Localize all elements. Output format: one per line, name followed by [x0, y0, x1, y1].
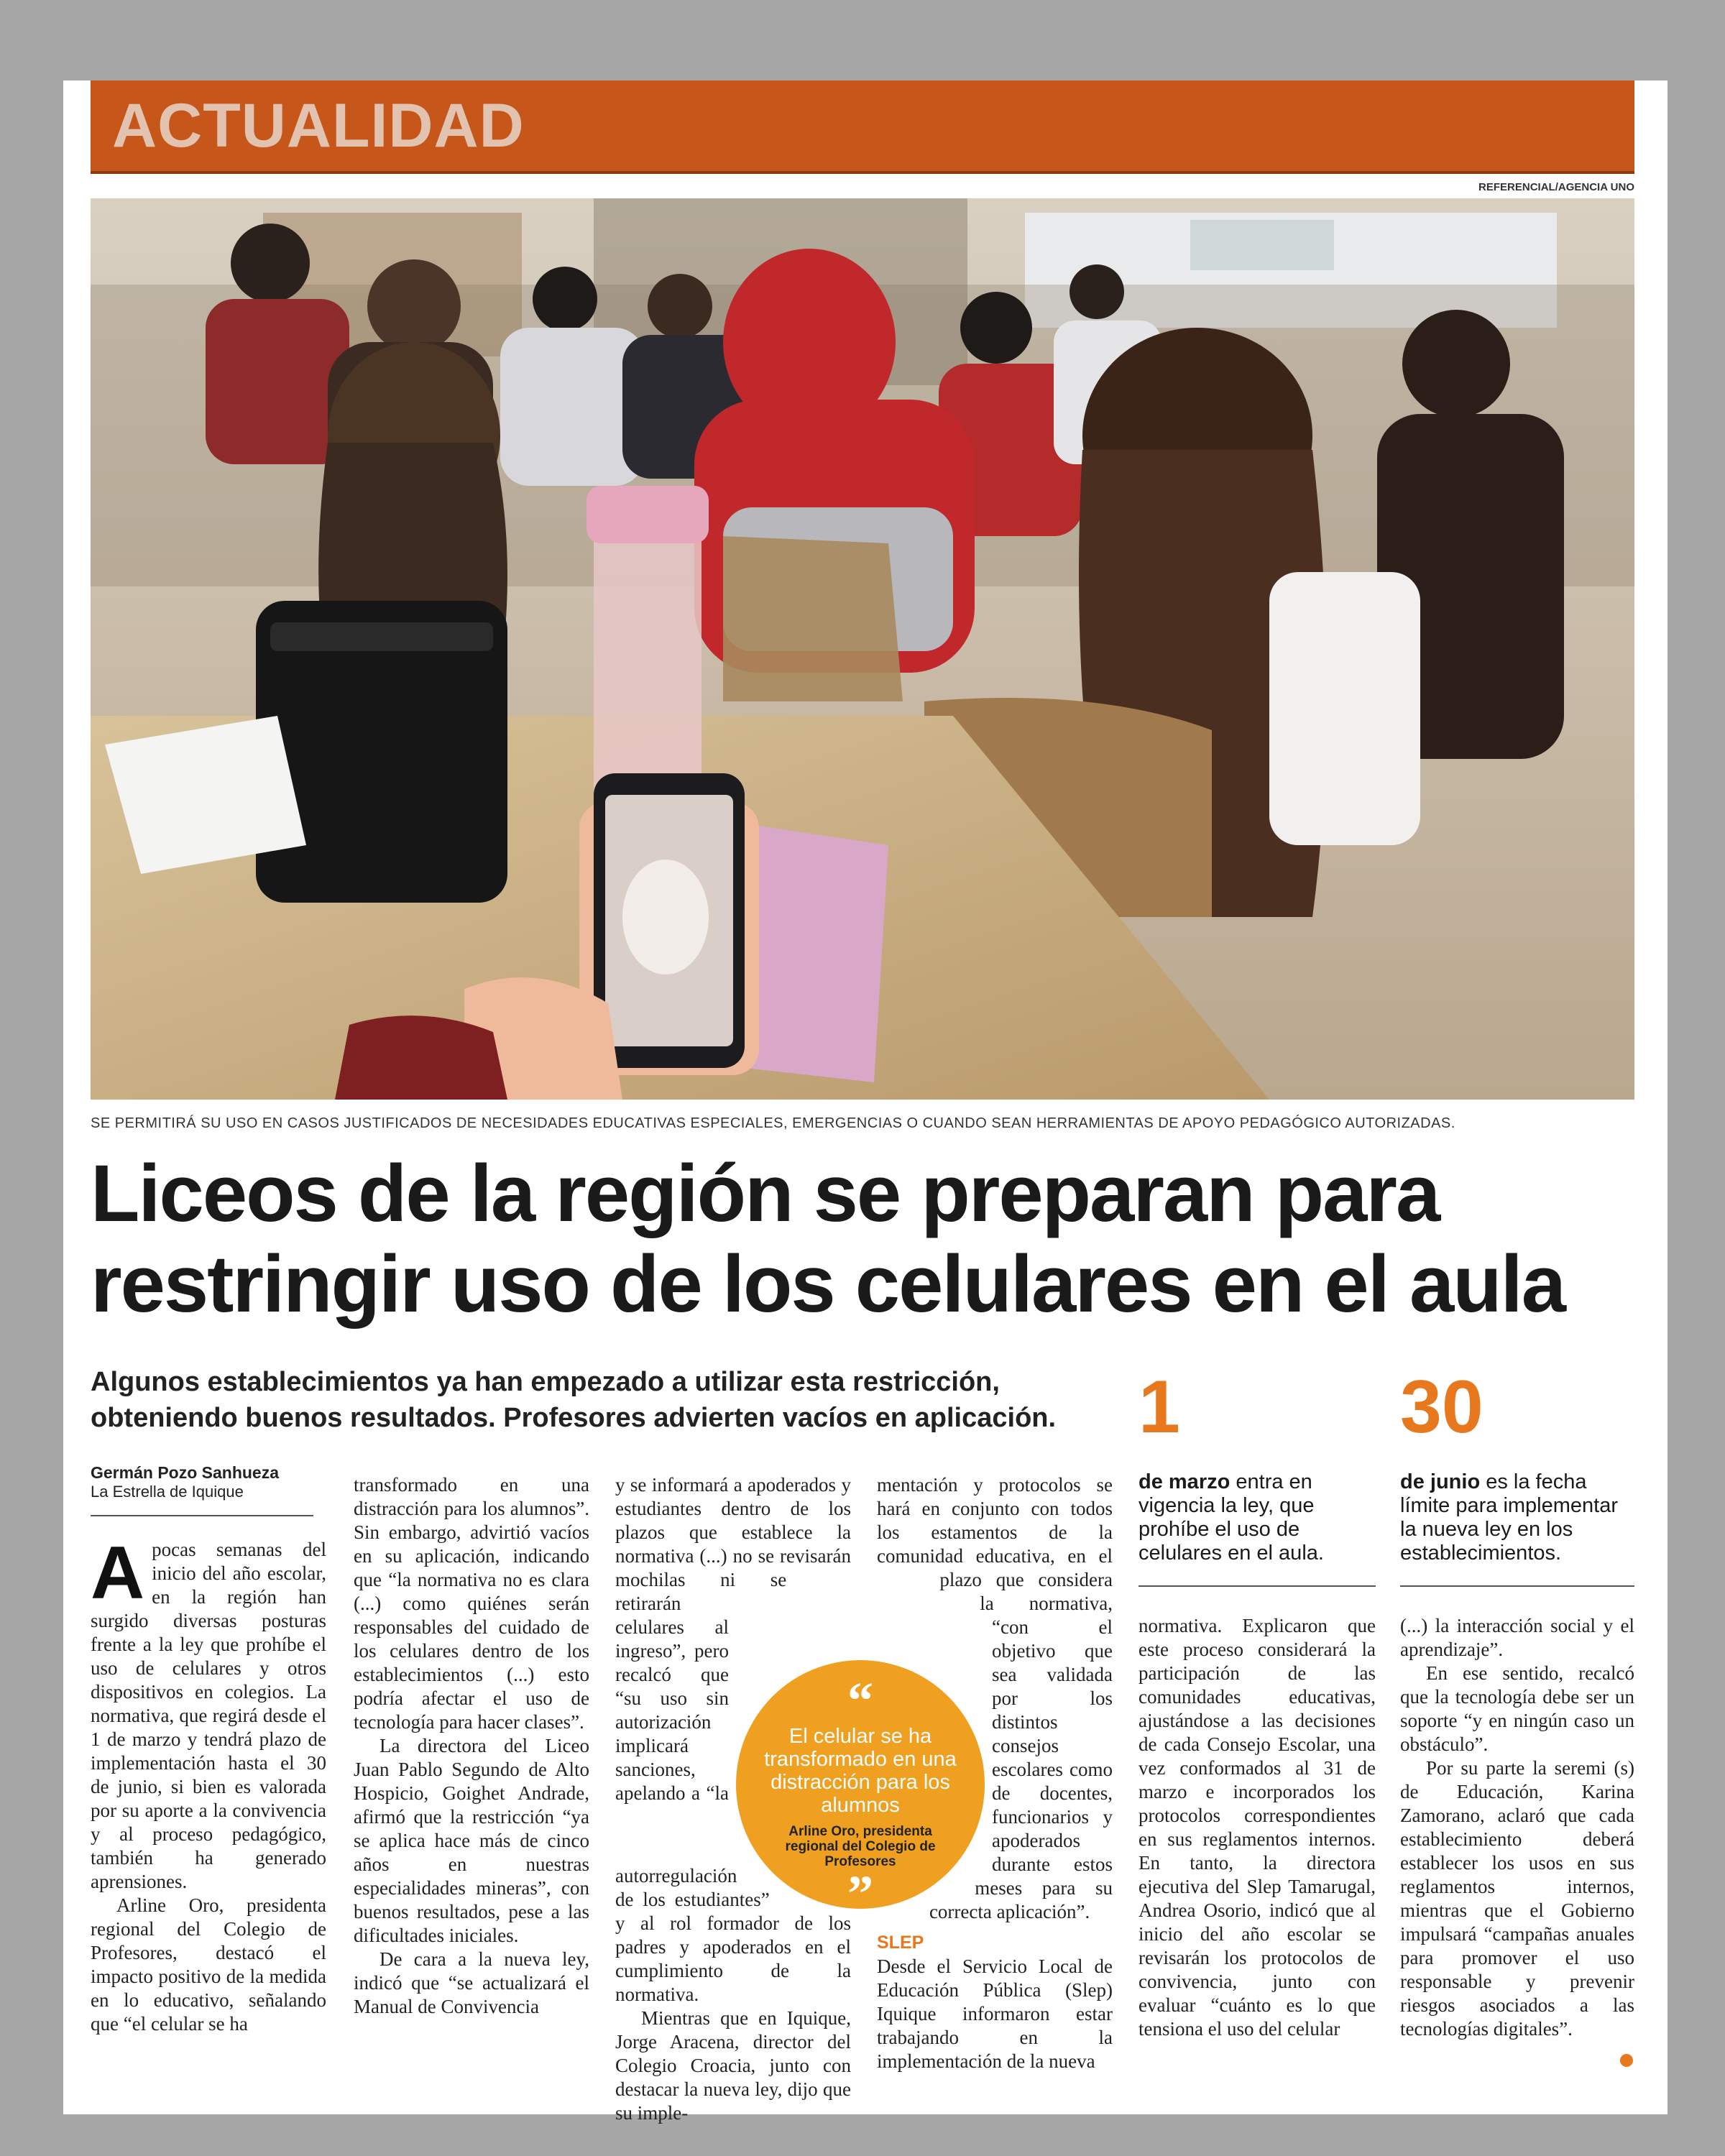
headline-line-2: restringir uso de los celulares en el aula [91, 1239, 1565, 1329]
photo-caption: SE PERMITIRÁ SU USO EN CASOS JUSTIFICADOS DE NECESIDADES EDUCATIVAS ESPECIALES, EMERGENCIAS O CUANDO SEAN HERRAMIENTAS DE APOYO PEDAGÓGICO AUTORIZADAS. [91, 1115, 1455, 1131]
fact-divider-1 [1138, 1585, 1376, 1587]
fact-bold-2: de junio [1400, 1470, 1481, 1493]
paragraph: Desde el Servicio Local de Educación Pública (Slep) Iquique informaron estar trabajando en la implementación de la nueva [877, 1955, 1113, 2072]
deck-subtitle: Algunos establecimientos ya han empezado a utilizar esta restricción, obteniendo buenos resultados. Profesores advierten vacíos en aplicación. [91, 1367, 1057, 1433]
paragraph: Por su parte la seremi (s) de Educación, Karina Zamorano, aclaró que cada establecimiento deberá establecer los usos en sus reglamentos internos, mientras que el Gobierno impulsará “campañas anuales para promover el uso responsable y prevenir riesgos asociados a las tecnologías digitales”. [1400, 1757, 1634, 2040]
paragraph: transformado en una distracción para los alumnos”. Sin embargo, advirtió vacíos en su aplicación, indicando que “la normativa no es clara (...) como quiénes serán responsables del cuidado de los celulares dentro de los establecimientos (...) esto podría afectar el uso de tecnología para hacer clases”. [354, 1474, 589, 1733]
byline-divider [91, 1515, 313, 1516]
open-quote-icon: “ [847, 1672, 873, 1729]
paragraph-text: pocas semanas del inicio del año escolar, en la región han surgido diversas posturas frente a la ley que prohíbe el uso de celulares y otros dispositivos en colegios. La normativa, que regirá desde el 1 de marzo y tendrá plazo de implementación hasta el 30 de junio, si bien es valorada por su aporte a la convivencia y al proceso pedagógico, también ha generado aprensiones. [91, 1539, 326, 1892]
paragraph [91, 1531, 326, 1894]
byline-paper: La Estrella de Iquique [91, 1483, 244, 1501]
section-label: ACTUALIDAD [112, 91, 525, 160]
paragraph: Mientras que en Iquique, Jorge Aracena, director del Colegio Croacia, junto con destacar la nueva ley, dijo que su imple- [615, 2007, 851, 2124]
pull-quote [736, 1660, 985, 1922]
pull-quote-text: El celular se ha transformado en una distracción para los alumnos [764, 1725, 957, 1817]
paragraph: En ese sentido, recalcó que la tecnología debe ser un soporte “y en ningún caso un obstáculo”. [1400, 1662, 1634, 1755]
paragraph: (...) la interacción social y el aprendizaje”. [1400, 1615, 1634, 1660]
fact-body-2: es la fecha límite para implementar la nueva ley en los establecimientos. [1400, 1470, 1618, 1565]
subhead-slep: SLEP [877, 1932, 924, 1953]
headline-line-1: Liceos de la región se preparan para [91, 1148, 1440, 1238]
body-column-6 [1400, 1614, 1634, 2041]
drop-cap: A [91, 1531, 145, 1615]
fact-text-1 [1138, 1470, 1354, 1565]
classroom-illustration [91, 198, 1634, 1100]
fact-text-2 [1400, 1470, 1630, 1565]
section-header-bar [91, 80, 1634, 174]
body-column-2 [354, 1473, 589, 2019]
body-column-1 [91, 1531, 326, 2036]
fact-number-1: 1 [1138, 1365, 1180, 1449]
pull-quote-attribution: Arline Oro, presidenta regional del Colegio de Profesores [785, 1824, 936, 1869]
paragraph: normativa. Explicaron que este proceso considerará la participación de las comunidades educativas, ajustándose a las decisiones de cada Consejo Escolar, una vez conformados al 31 de marzo e incorporados los protocolos correspondientes en sus reglamentos internos. En tanto, la directora ejecutiva del Slep Tamarugal, Andrea Osorio, indicó que al inicio del año escolar se revisarán los protocolos de convivencia, junto con evaluar “cuánto es lo que tensiona el uso del celular [1138, 1615, 1376, 2040]
body-column-5 [1138, 1614, 1376, 2041]
photo-credit: REFERENCIAL/AGENCIA UNO [1478, 181, 1634, 193]
paragraph: y se informará a apoderados y estudiantes dentro de los plazos que establece la normativa (...) no se revisarán mochilas ni se retirarán celulares al ingreso”, pero recalcó que “su uso sin autorización implicará sanciones, apelando a “la autorregulación de los estudiantes” y al rol formador de los padres y apoderados en el cumplimiento de la normativa. [615, 1474, 851, 2005]
fact-number-2: 30 [1400, 1365, 1484, 1449]
close-quote-icon: ” [847, 1865, 873, 1922]
classroom-photo [91, 198, 1634, 1100]
paragraph: mentación y protocolos se hará en conjunto con todos los estamentos de la comunidad educativa, en el plazo que considera la normativa, “con el objetivo que sea validada por los distintos consejos escolares como de docentes, funcionarios y apoderados durante estos meses para su correcta aplicación”. [877, 1474, 1113, 1922]
fact-bold-1: de marzo [1138, 1470, 1230, 1493]
paragraph: La directora del Liceo Juan Pablo Segundo de Alto Hospicio, Goighet Andrade, afirmó que la restricción “ya se aplica hace más de cinco años en nuestras especialidades mineras”, con buenos resultados, pese a las dificultades iniciales. [354, 1735, 589, 1946]
paragraph: De cara a la nueva ley, indicó que “se actualizará el Manual de Convivencia [354, 1948, 589, 2017]
fact-divider-2 [1400, 1585, 1634, 1587]
paragraph: Arline Oro, presidenta regional del Colegio de Profesores, destacó el impacto positivo de la medida en lo educativo, señalando que “el celular se ha [91, 1894, 326, 2035]
end-of-article-icon [1620, 2054, 1633, 2067]
headline [91, 1148, 1657, 1330]
fact-body-1: entra en vigencia la ley, que prohíbe el uso de celulares en el aula. [1138, 1470, 1324, 1565]
byline-author: Germán Pozo Sanhueza [91, 1463, 280, 1482]
